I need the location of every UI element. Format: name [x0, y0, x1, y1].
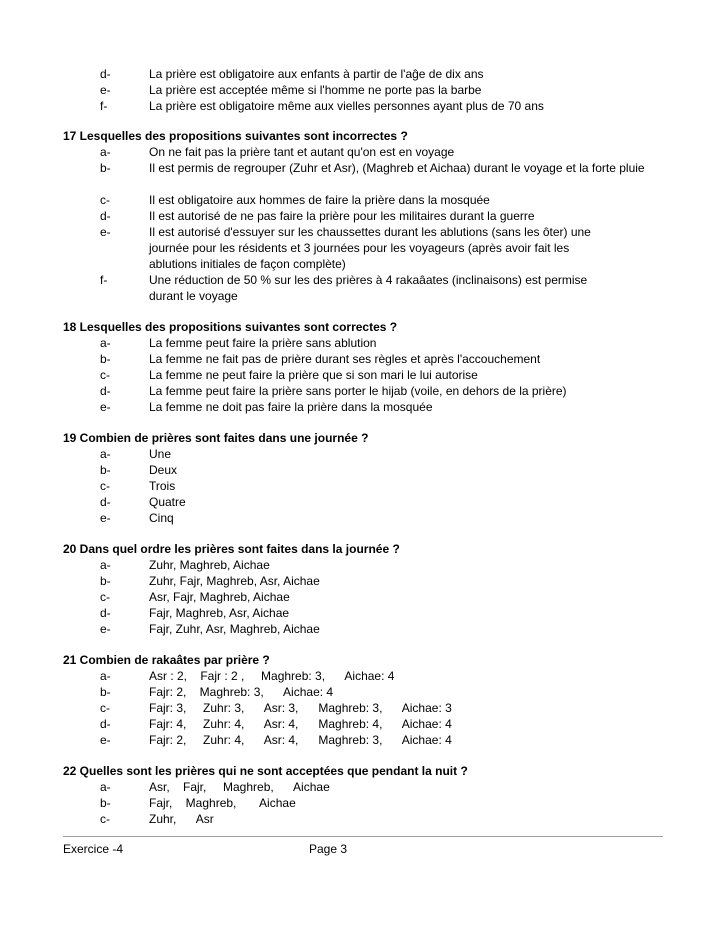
- option-text: La prière est obligatoire même aux vielles personnes ayant plus de 70 ans: [149, 99, 544, 113]
- option-text: La prière est obligatoire aux enfants à partir de l'aĝe de dix ans: [149, 67, 484, 81]
- option-text: Fajr: 3, Zuhr: 3, Asr: 3, Maghreb: 3, Aichae: 3: [149, 701, 452, 715]
- option-letter: d-: [100, 67, 111, 81]
- option-letter: d-: [100, 495, 111, 509]
- option-text: Il est obligatoire aux hommes de faire la prière dans la mosquée: [149, 193, 490, 207]
- option-letter: d-: [100, 384, 111, 398]
- footer-exercise-label: Exercice -4: [63, 842, 124, 856]
- footer-divider: [63, 836, 663, 837]
- option-letter: a-: [100, 447, 111, 461]
- option-letter: a-: [100, 780, 111, 794]
- option-text: Zuhr, Asr: [149, 812, 214, 826]
- option-text: Asr : 2, Fajr : 2 , Maghreb: 3, Aichae: 4: [149, 669, 395, 683]
- question-20: [63, 541, 663, 637]
- option-text: Fajr, Maghreb, Aichae: [149, 796, 296, 810]
- option: [63, 82, 663, 98]
- option-text: Zuhr, Maghreb, Aichae: [149, 558, 270, 572]
- option-text: La femme ne doit pas faire la prière dans la mosquée: [149, 400, 433, 414]
- option-text: Asr, Fajr, Maghreb, Aichae: [149, 780, 330, 794]
- option: [63, 621, 663, 637]
- option: [63, 732, 663, 748]
- option: [63, 208, 663, 224]
- document-body: [63, 66, 663, 842]
- option-text: Quatre: [149, 495, 186, 509]
- option-letter: a-: [100, 336, 111, 350]
- question-22: [63, 763, 663, 827]
- option-letter: a-: [100, 145, 111, 159]
- option: [63, 811, 663, 827]
- question-title: 20 Dans quel ordre les prières sont faites dans la journée ?: [63, 542, 400, 556]
- option-letter: f-: [100, 99, 108, 113]
- option-letter: e-: [100, 733, 111, 747]
- option-letter: e-: [100, 83, 111, 97]
- option-text: Il est autorisé d'essuyer sur les chaussettes durant les ablutions (sans les ôter) une journée pour les résidents et 3 journées pour les voyageurs (après avoir fait les ablutions initiales de façon complète): [149, 225, 595, 271]
- option-letter: e-: [100, 511, 111, 525]
- option: [63, 668, 663, 684]
- option: [63, 98, 663, 114]
- option-text: La femme ne fait pas de prière durant ses règles et après l'accouchement: [149, 352, 541, 366]
- question-21: [63, 652, 663, 748]
- continued-options: [63, 66, 663, 114]
- option: [63, 494, 663, 510]
- option-letter: d-: [100, 717, 111, 731]
- page-number: Page 3: [309, 842, 348, 856]
- option: [63, 446, 663, 462]
- option: [63, 335, 663, 351]
- option: [63, 462, 663, 478]
- option-text: La prière est acceptée même si l'homme ne porte pas la barbe: [149, 83, 482, 97]
- option: [63, 351, 663, 367]
- option: [63, 589, 663, 605]
- option: [63, 192, 663, 208]
- option: [63, 557, 663, 573]
- option-text: Fajr: 4, Zuhr: 4, Asr: 4, Maghreb: 4, Aichae: 4: [149, 717, 452, 731]
- question-title: 18 Lesquelles des propositions suivantes sont correctes ?: [63, 320, 398, 334]
- option-text: Zuhr, Fajr, Maghreb, Asr, Aichae: [149, 574, 320, 588]
- option-letter: e-: [100, 225, 111, 239]
- option: [63, 399, 663, 415]
- option: [63, 383, 663, 399]
- option-letter: f-: [100, 273, 108, 287]
- option: [63, 716, 663, 732]
- option-letter: e-: [100, 400, 111, 414]
- option: [63, 224, 663, 272]
- option-text: On ne fait pas la prière tant et autant qu'on est en voyage: [149, 145, 455, 159]
- question-18: [63, 319, 663, 415]
- option-letter: b-: [100, 463, 111, 477]
- option-text: Une réduction de 50 % sur les des prières à 4 rakaâates (inclinaisons) est permise durant le voyage: [149, 273, 591, 303]
- option: [63, 573, 663, 589]
- option-text: Asr, Fajr, Maghreb, Aichae: [149, 590, 290, 604]
- option-letter: d-: [100, 606, 111, 620]
- option: [63, 66, 663, 82]
- option: [63, 510, 663, 526]
- option-letter: a-: [100, 558, 111, 572]
- option-text: Trois: [149, 479, 176, 493]
- option-letter: c-: [100, 368, 110, 382]
- question-title: 21 Combien de rakaâtes par prière ?: [63, 653, 270, 667]
- option-text: Fajr: 2, Maghreb: 3, Aichae: 4: [149, 685, 334, 699]
- option: [63, 605, 663, 621]
- option: [63, 367, 663, 383]
- option-text: Cinq: [149, 511, 174, 525]
- option-letter: b-: [100, 161, 111, 175]
- option-letter: c-: [100, 193, 110, 207]
- option: [63, 160, 663, 176]
- question-title: 19 Combien de prières sont faites dans une journée ?: [63, 431, 369, 445]
- option: [63, 272, 663, 304]
- question-title: 22 Quelles sont les prières qui ne sont acceptées que pendant la nuit ?: [63, 764, 468, 778]
- option-letter: d-: [100, 209, 111, 223]
- option-letter: b-: [100, 796, 111, 810]
- option: [63, 684, 663, 700]
- question-title: 17 Lesquelles des propositions suivantes sont incorrectes ?: [63, 129, 408, 143]
- option: [63, 700, 663, 716]
- option-text: La femme peut faire la prière sans porter le hijab (voile, en dehors de la prière): [149, 384, 567, 398]
- option-text: Deux: [149, 463, 178, 477]
- option-letter: a-: [100, 669, 111, 683]
- option-text: Il est permis de regrouper (Zuhr et Asr), (Maghreb et Aichaa) durant le voyage et la forte pluie: [149, 161, 645, 175]
- option: [63, 795, 663, 811]
- option: [63, 779, 663, 795]
- option-letter: b-: [100, 685, 111, 699]
- option-text: Une: [149, 447, 172, 461]
- question-17: [63, 128, 663, 304]
- option-text: Fajr, Zuhr, Asr, Maghreb, Aichae: [149, 622, 320, 636]
- option-letter: c-: [100, 479, 110, 493]
- option-letter: b-: [100, 574, 111, 588]
- option-letter: c-: [100, 812, 110, 826]
- option-letter: c-: [100, 701, 110, 715]
- option-text: La femme ne peut faire la prière que si son mari le lui autorise: [149, 368, 478, 382]
- option: [63, 144, 663, 160]
- option-letter: b-: [100, 352, 111, 366]
- option-text: Fajr: 2, Zuhr: 4, Asr: 4, Maghreb: 3, Aichae: 4: [149, 733, 452, 747]
- option-text: La femme peut faire la prière sans ablution: [149, 336, 377, 350]
- option-letter: c-: [100, 590, 110, 604]
- option-text: Il est autorisé de ne pas faire la prière pour les militaires durant la guerre: [149, 209, 535, 223]
- question-19: [63, 430, 663, 526]
- option: [63, 478, 663, 494]
- option-text: Fajr, Maghreb, Asr, Aichae: [149, 606, 290, 620]
- option-letter: e-: [100, 622, 111, 636]
